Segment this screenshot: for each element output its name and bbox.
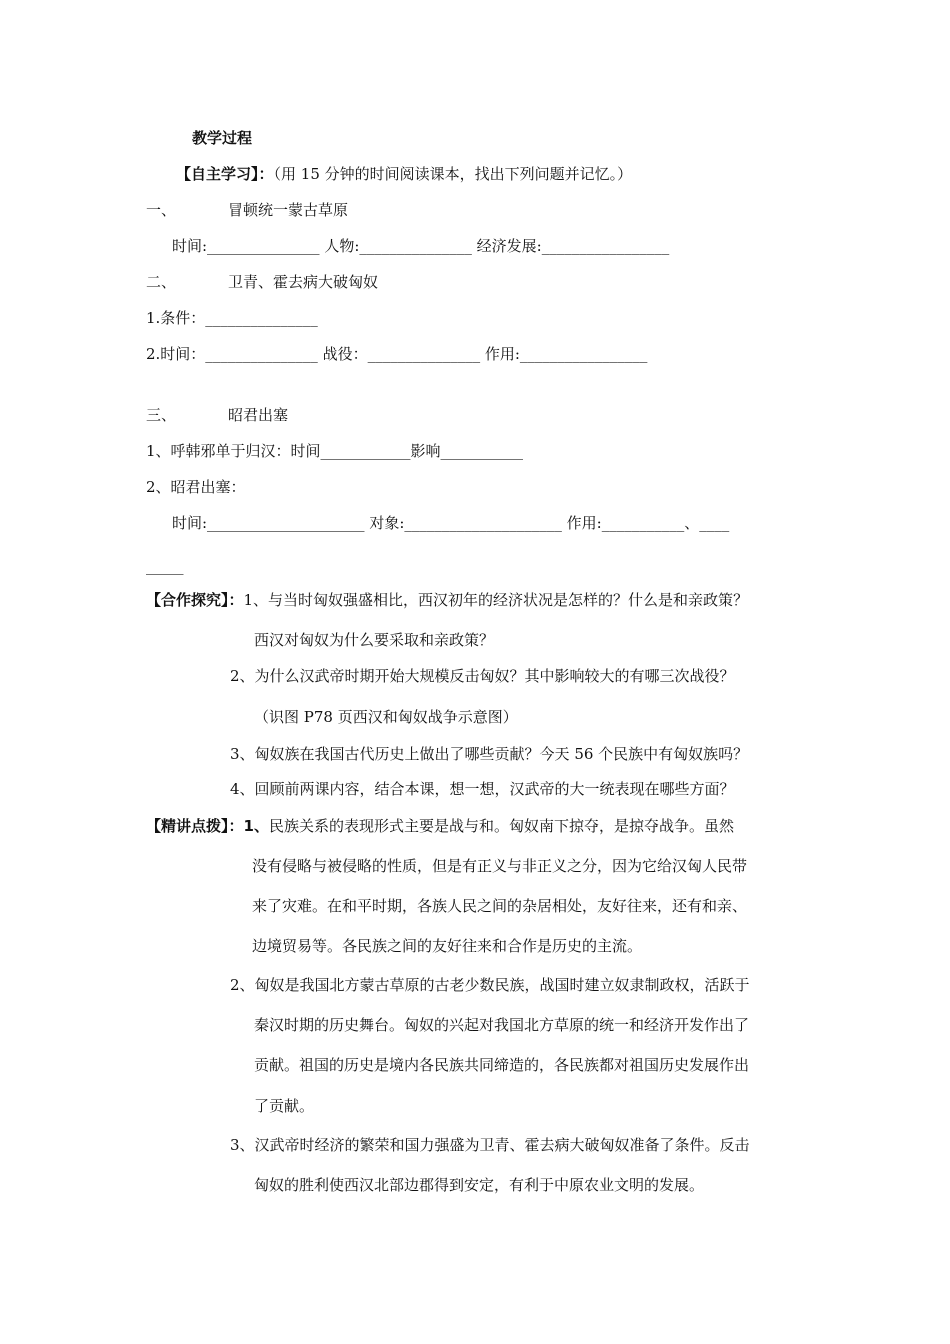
section-3-title <box>146 405 288 425</box>
section-2-item-1: 1.条件：_______________ <box>146 309 318 327</box>
section-2-title <box>146 272 378 292</box>
key-point-1 <box>146 816 734 836</box>
key-point-1-line-4: 边境贸易等。各民族之间的友好往来和合作是历史的主流。 <box>252 937 643 955</box>
section-2-item-2: 2.时间：_______________ 战役：_______________ 作用:_________________ <box>146 345 648 363</box>
explore-question-1-text: 1、与当时匈奴强盛相比，西汉初年的经济状况是怎样的？什么是和亲政策？ <box>243 591 749 609</box>
section-3-number: 三、 <box>146 406 177 424</box>
key-point-2-line-3: 贡献。祖国的历史是境内各民族共同缔造的，各民族都对祖国历史发展作出 <box>254 1056 750 1074</box>
key-point-3: 3、汉武帝时经济的繁荣和国力强盛为卫青、霍去病大破匈奴准备了条件。反击 <box>230 1136 750 1154</box>
explore-question-2-note: （识图 P78 页西汉和匈奴战争示意图） <box>254 708 518 726</box>
self-study-intro <box>176 164 632 184</box>
explore-question-4: 4、回顾前两课内容，结合本课，想一想，汉武帝的大一统表现在哪些方面？ <box>230 780 735 798</box>
section-2-number: 二、 <box>146 273 177 291</box>
key-point-1-line-3: 来了灾难。在和平时期，各族人民之间的杂居相处，友好往来，还有和亲、 <box>252 897 748 915</box>
key-point-1-number: 1、 <box>243 817 269 835</box>
self-study-instruction: （用 15 分钟的时间阅读课本，找出下列问题并记忆。） <box>273 165 633 183</box>
explore-question-3: 3、匈奴族在我国古代历史上做出了哪些贡献？今天 56 个民族中有匈奴族吗？ <box>230 745 749 763</box>
section-3-fields-continued: _____ <box>146 557 184 575</box>
section-1-text: 冒顿统一蒙古草原 <box>228 201 349 219</box>
section-3-fields: 时间:_____________________ 对象:_____________________ 作用:___________、____ <box>172 514 730 532</box>
key-point-3-line-2: 匈奴的胜利使西汉北部边郡得到安定，有利于中原农业文明的发展。 <box>254 1176 705 1194</box>
key-point-1-text: 民族关系的表现形式主要是战与和。匈奴南下掠夺，是掠夺战争。虽然 <box>268 817 734 835</box>
section-1-title <box>146 200 348 220</box>
key-point-2-line-2: 秦汉时期的历史舞台。匈奴的兴起对我国北方草原的统一和经济开发作出了 <box>254 1016 750 1034</box>
section-1-number: 一、 <box>146 201 177 219</box>
page-title: 教学过程 <box>192 129 253 147</box>
section-1-fields: 时间:_______________ 人物:_______________ 经济发展:_________________ <box>172 237 670 255</box>
explore-label: 【合作探究】： <box>146 591 244 609</box>
explore-question-1 <box>146 590 748 610</box>
key-label: 【精讲点拨】： <box>146 817 244 835</box>
explore-question-1-continued: 西汉对匈奴为什么要采取和亲政策？ <box>254 631 495 649</box>
section-3-item-2: 2、昭君出塞： <box>146 478 246 496</box>
key-point-1-line-2: 没有侵略与被侵略的性质，但是有正义与非正义之分，因为它给汉匈人民带 <box>252 857 748 875</box>
key-point-2-line-4: 了贡献。 <box>254 1097 315 1115</box>
section-3-item-1: 1、呼韩邪单于归汉：时间____________影响___________ <box>146 442 524 460</box>
explore-question-2: 2、为什么汉武帝时期开始大规模反击匈奴？其中影响较大的有哪三次战役？ <box>230 667 735 685</box>
key-point-2: 2、匈奴是我国北方蒙古草原的古老少数民族，战国时建立奴隶制政权，活跃于 <box>230 976 750 994</box>
section-2-text: 卫青、霍去病大破匈奴 <box>228 273 379 291</box>
self-study-label: 【自主学习】： <box>176 165 274 183</box>
section-3-text: 昭君出塞 <box>228 406 289 424</box>
